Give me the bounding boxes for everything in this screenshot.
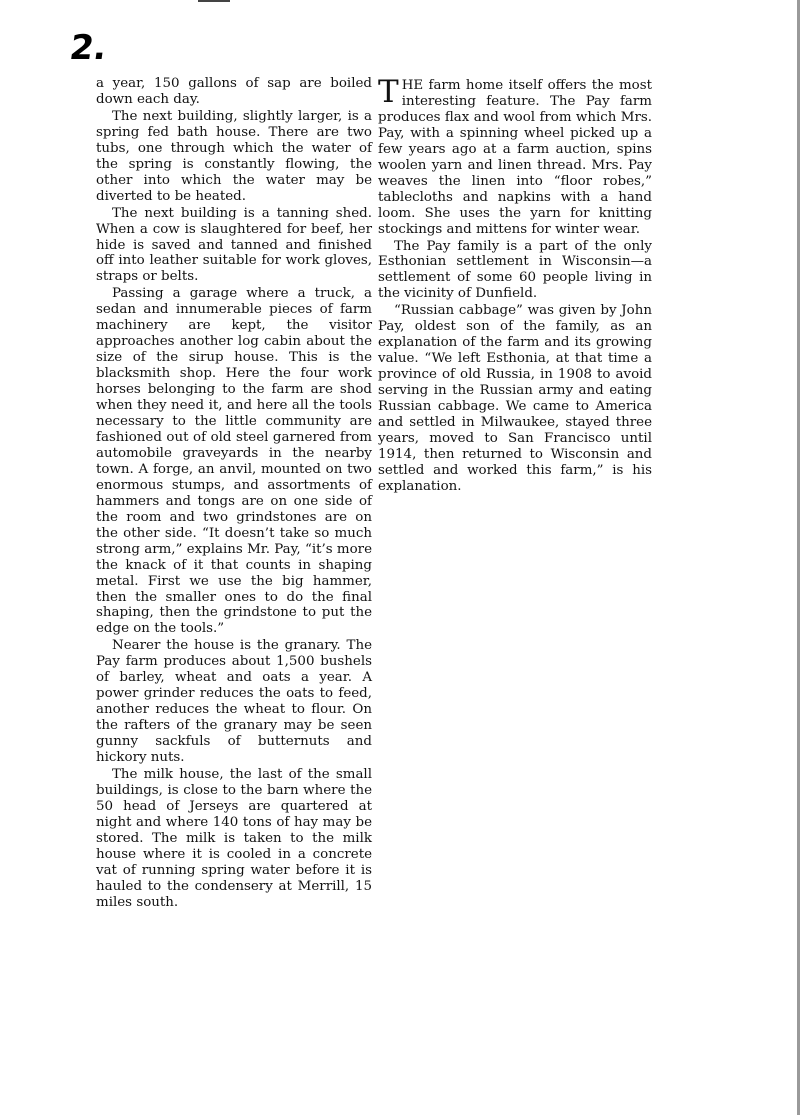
paragraph-farm-home	[378, 74, 652, 238]
top-rule	[198, 0, 230, 2]
page-number: 2.	[67, 28, 110, 68]
paragraph-milk-house: The milk house, the last of the small buildings, is close to the barn where the 50 head of Jerseys are quartered at night and where 140 tons of hay may be stored. The milk is taken to the milk house where it is cooled in a concrete vat of running spring water before it is hauled to the condensery at Merrill, 15 miles south.	[96, 766, 372, 910]
paragraph-sap: a year, 150 gallons of sap are boiled down each day.	[96, 76, 372, 107]
right-column	[378, 74, 652, 496]
paragraph-russian-cabbage: “Russian cabbage” was given by John Pay, oldest son of the family, as an explanation of the farm and its growing value. “We left Esthonia, at that time a province of old Russia, in 1908 to avoid serving in the Russian army and eating Russian cabbage. We came to America and settled in Milwaukee, stayed three years, moved to San Francisco until 1914, then returned to Wisconsin and settled and worked this farm,” is his explanation.	[378, 303, 652, 494]
lead-text: HE farm home itself offers the most interesting feature. The Pay farm produces flax and wool from which Mrs. Pay, with a spinning wheel picked up a few years ago at a farm auction, spins woolen yarn and linen thread. Mrs. Pay weaves the linen into “floor robes,” tablecloths and napkins with a hand loom. She uses the yarn for knitting stockings and mittens for winter wear.	[378, 78, 652, 237]
drop-cap: T	[378, 74, 399, 110]
paragraph-tanning-shed: The next building is a tanning shed. When a cow is slaughtered for beef, her hide is saved and tanned and finished off into leather suitable for work gloves, straps or belts.	[96, 205, 372, 285]
paragraph-granary: Nearer the house is the granary. The Pay farm produces about 1,500 bushels of barley, wheat and oats a year. A power grinder reduces the oats to feed, another reduces the wheat to flour. On the rafters of the granary may be seen gunny sackfuls of butternuts and hickory nuts.	[96, 638, 372, 766]
paragraph-bath-house: The next building, slightly larger, is a spring fed bath house. There are two tubs, one through which the water of the spring is constantly flowing, the other into which the water may be diverted to be heated.	[96, 108, 372, 204]
left-column	[96, 76, 372, 912]
paragraph-blacksmith-shop: Passing a garage where a truck, a sedan and innumerable pieces of farm machinery are kept, the visitor approaches another log cabin about the size of the sirup house. This is the blacksmith shop. Here the four work horses belonging to the farm are shod when they need it, and here all the tools necessary to the little community are fashioned out of old steel garnered from automobile graveyards in the nearby town. A forge, an anvil, mounted on two enormous stumps, and assortments of hammers and tongs are on one side of the room and two grindstones are on the other side. “It doesn’t take so much strong arm,” explains Mr. Pay, “it’s more the knack of it that counts in shaping metal. First we use the big hammer, then the smaller ones to do the final shaping, then the grindstone to put the edge on the tools.”	[96, 286, 372, 637]
paragraph-esthonian-settlement: The Pay family is a part of the only Esthonian settlement in Wisconsin—a settlement of some 60 people living in the vicinity of Dunfield.	[378, 238, 652, 302]
